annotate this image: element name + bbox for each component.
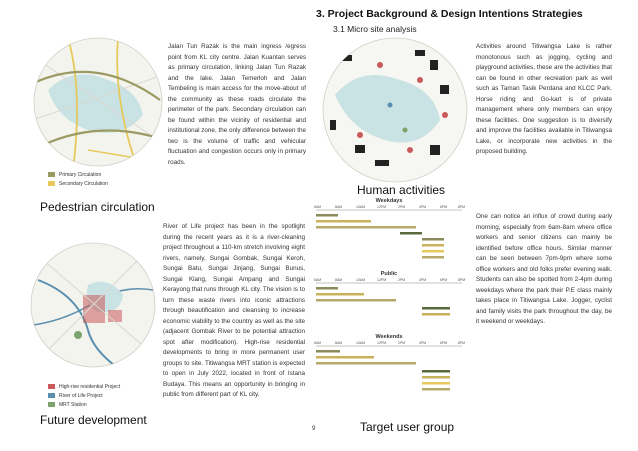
public-tick: 4PM (419, 278, 427, 282)
secondary-circulation-swatch (48, 181, 55, 186)
weekdays-title: Weekdays (375, 198, 403, 204)
public-tick: 6AM (314, 278, 322, 282)
future-development-map (28, 240, 158, 370)
page-number: 9 (312, 426, 316, 432)
target-user-paragraph: One can notice an influx of crowd during early morning, especially from 6am-8am where office workers and senior citizens can mainly be identified before office hours. Similar manner can be seen between 7pm-9pm where some office workers and old folks prefer evening walk. Students can also be spotted from 2-4pm during weekdays where the park their P.E class mainly takes place in Titiwangsa Lake. Jogger, cyclist and family visits the park throughout the day, be it weekend or weekdays. (476, 213, 612, 325)
weekends-tick: 8AM (335, 341, 343, 345)
public-tick: 10AM (356, 278, 366, 282)
weekdays-tick: 2PM (398, 205, 406, 209)
weekends-tick: 4PM (419, 341, 427, 345)
pedestrian-paragraph: Jalan Tun Razak is the main ingress /egress point from KL city centre. Jalan Kuantan serves as primary circulation, linking Jalan Tun Razak and the lake. Jalan Temerloh and Jalan Tembeling is main access for the move-about of the community as these roads circulate the perimeter of the park. Secondary circulation can be found within the vicinity of residential and institutional zone, the only difference between the two is the volume of traffic and vehicular fluctuation and congestion occurs only in primary roads. (168, 43, 306, 166)
primary-circulation-swatch (48, 172, 55, 177)
weekends-tick: 6AM (314, 341, 322, 345)
weekends-tick: 6PM (440, 341, 448, 345)
human-activities-paragraph: Activities around Titiwangsa Lake is rather monotonous such as jogging, cycling and playground activities, these are the activities that can be found in other recreation park as well such as Taman Tasik Perdana and KLCC Park. Horse riding and Go-kart is of private management where only members can enjoy these facilities. One suggestion is to diversify and improve the facilities available in Titiwangsa Lake, or incorporate new activities in the proposed building. (476, 43, 612, 155)
public-tick: 12PM (377, 278, 387, 282)
human-activities-map (320, 35, 470, 185)
weekends-tick: 12PM (377, 341, 387, 345)
weekdays-tick: 6PM (440, 205, 448, 209)
public-tick: 8PM (458, 278, 466, 282)
weekdays-tick: 8PM (458, 205, 466, 209)
legend-high-rise: High-rise residential Project (48, 382, 120, 391)
future-development-caption: Future development (40, 413, 147, 427)
future-development-paragraph: River of Life project has been in the spotlight during the recent years as it is a river-cleaning project throughout a 110-km stretch involving eight rivers, namely, Sungai Gombak, Sungai Keroh, Sungai Batu, Sungai Jinjang, Sungai Bunus, Sungai Klang, Sungai Ampang and Sungai Kerayong that runs through KL city. The vision is to turn these waste rivers into iconic attractions through beautification and cleansing to increase economic viability to the country as well as the site (adjacent Gombak River to be potential attraction spot after modification). High-rise residential developments to bring in more permanent user groups to site. Titiwangsa MRT station is expected to open in July 2022, located in front of Istana Budaya. This means an opportunity in bringing in public from different part of KL city. (163, 223, 305, 398)
public-tick: 8AM (335, 278, 343, 282)
weekends-tick: 8PM (458, 341, 466, 345)
target-user-caption: Target user group (360, 420, 455, 434)
human-activities-caption: Human activities (357, 183, 446, 197)
legend-secondary-circulation: Secondary Circulation (48, 179, 108, 188)
section-heading: 3. Project Background & Design Intentions Strategies (316, 8, 583, 20)
weekdays-tick: 4PM (419, 205, 427, 209)
public-timeline (310, 277, 468, 329)
public-tick: 2PM (398, 278, 406, 282)
legend-primary-circulation: Primary Circulation (48, 170, 108, 179)
weekdays-tick: 6AM (314, 205, 322, 209)
weekends-tick: 10AM (356, 341, 366, 345)
weekends-timeline (310, 340, 468, 398)
section-subheading: 3.1 Micro site analysis (333, 24, 417, 34)
mrt-station-swatch (48, 402, 55, 407)
weekdays-tick: 12PM (377, 205, 387, 209)
target-user-timelines (310, 198, 468, 403)
future-legend (48, 382, 120, 409)
legend-river-of-life: River of Life Project (48, 391, 120, 400)
public-title: Public (380, 271, 398, 277)
weekdays-tick: 8AM (335, 205, 343, 209)
weekends-tick: 2PM (398, 341, 406, 345)
pedestrian-caption: Pedestrian circulation (40, 200, 155, 214)
weekdays-tick: 10AM (356, 205, 366, 209)
pedestrian-circulation-map (28, 20, 168, 195)
public-tick: 6PM (440, 278, 448, 282)
high-rise-swatch (48, 384, 55, 389)
weekdays-timeline (310, 204, 468, 266)
pedestrian-legend (48, 170, 108, 188)
weekends-title: Weekends (375, 334, 403, 340)
legend-mrt-station: MRT Station (48, 400, 120, 409)
river-of-life-swatch (48, 393, 55, 398)
